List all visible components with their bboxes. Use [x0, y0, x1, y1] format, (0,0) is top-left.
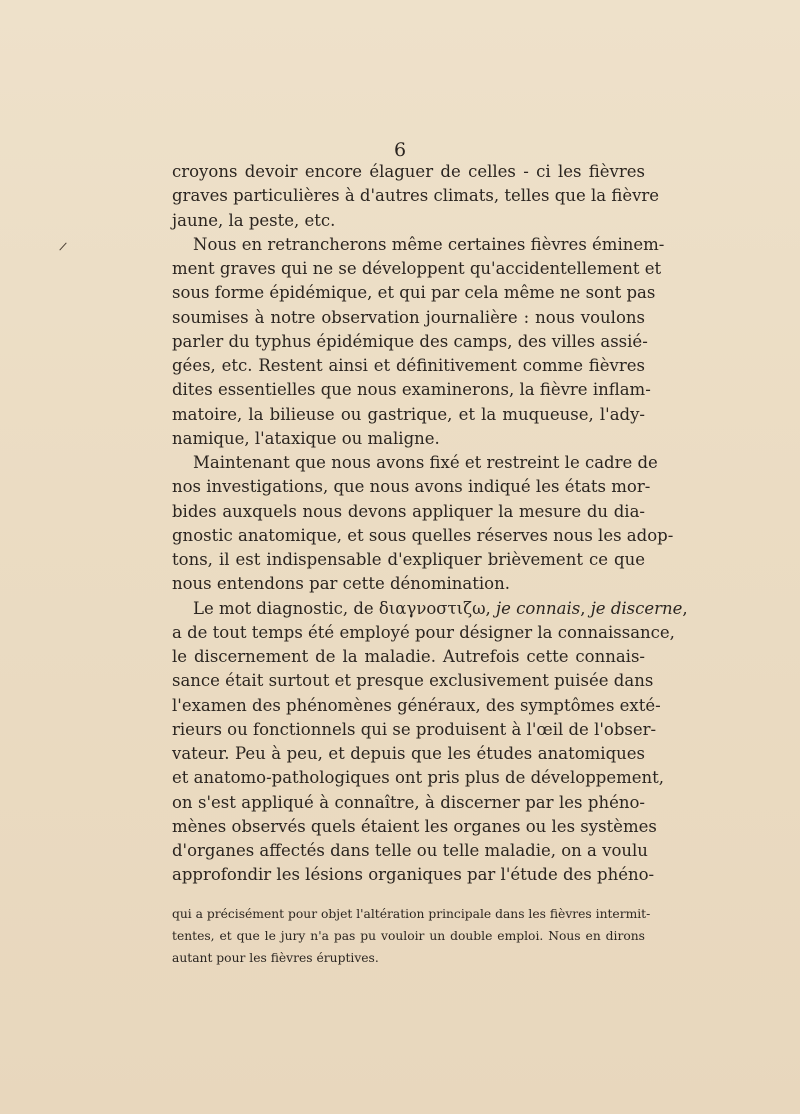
gloss-je-connais: je connais — [496, 598, 581, 618]
separator: , — [580, 598, 591, 618]
text-line: gées, etc. Restent ainsi et définitivement comme fièvres — [172, 356, 645, 375]
text-line: l'examen des phénomènes généraux, des symptômes exté- — [172, 695, 661, 715]
text-line: ment graves qui ne se développent qu'accidentellement et — [172, 259, 662, 278]
text-line: le discernement de la maladie. Autrefois cette connais- — [172, 647, 645, 666]
text-line: nos investigations, que nous avons indiqué les états mor- — [172, 477, 651, 497]
text-line: sous forme épidémique, et qui par cela même ne sont pas — [172, 283, 656, 303]
text-line: tons, il est indispensable d'expliquer brièvement ce que — [172, 550, 645, 569]
text-line: croyons devoir encore élaguer de celles - ci les fièvres — [172, 162, 645, 181]
text-line: gnostic anatomique, et sous quelles réserves nous les adop- — [172, 525, 674, 545]
footnote-line: tentes, et que le jury n'a pas pu vouloir un double emploi. Nous en dirons — [172, 929, 645, 943]
text-line: on s'est appliqué à connaître, à discerner par les phéno- — [172, 792, 645, 812]
text-line: rieurs ou fonctionnels qui se produisent à l'œil de l'obser- — [172, 719, 657, 739]
footnote — [172, 903, 651, 969]
text-line: graves particulières à d'autres climats, telles que la fièvre — [172, 186, 660, 206]
page-number: 6 — [393, 139, 407, 161]
gloss-je-discerne: je discerne — [590, 598, 683, 618]
text-line: et anatomo-pathologiques ont pris plus de développement, — [172, 768, 665, 788]
text-line: mènes observés quels étaient les organes ou les systèmes — [172, 816, 657, 836]
text-line: nous entendons par cette dénomination. — [172, 574, 510, 594]
text-line: soumises à notre observation journalière : nous voulons — [172, 307, 645, 327]
diagnostic-lead: Le mot diagnostic, de — [193, 598, 379, 618]
text-line: Maintenant que nous avons fixé et restreint le cadre de — [193, 453, 658, 472]
footnote-line: autant pour les fièvres éruptives. — [172, 951, 379, 965]
separator: , — [485, 598, 497, 618]
text-line: sance était surtout et presque exclusivement puisée dans — [172, 671, 654, 691]
body-text — [172, 160, 688, 888]
text-line: a de tout temps été employé pour désigner la connaissance, — [172, 622, 675, 642]
text-line: bides auxquels nous devons appliquer la mesure du dia- — [172, 501, 645, 521]
text-line: namique, l'ataxique ou maligne. — [172, 428, 440, 448]
text-line: dites essentielles que nous examinerons, la fièvre inflam- — [172, 380, 651, 400]
text-line: jaune, la peste, etc. — [172, 210, 336, 230]
text-line: d'organes affectés dans telle ou telle maladie, on a voulu — [172, 841, 648, 860]
text-line: parler du typhus épidémique des camps, des villes assié- — [172, 331, 648, 351]
text-line: matoire, la bilieuse ou gastrique, et la muqueuse, l'ady- — [172, 404, 645, 424]
diagnostic-tail: , — [682, 598, 688, 618]
text-line: Nous en retrancherons même certaines fièvres éminem- — [193, 234, 665, 254]
footnote-line: qui a précisément pour objet l'altération principale dans les fièvres intermit- — [172, 907, 651, 921]
margin-pencil-mark — [59, 242, 66, 250]
diagnostic-line — [172, 597, 688, 621]
text-line: vateur. Peu à peu, et depuis que les études anatomiques — [172, 744, 645, 763]
greek-word: διαγνοστιζω — [378, 598, 486, 618]
text-line: approfondir les lésions organiques par l'étude des phéno- — [172, 865, 655, 885]
